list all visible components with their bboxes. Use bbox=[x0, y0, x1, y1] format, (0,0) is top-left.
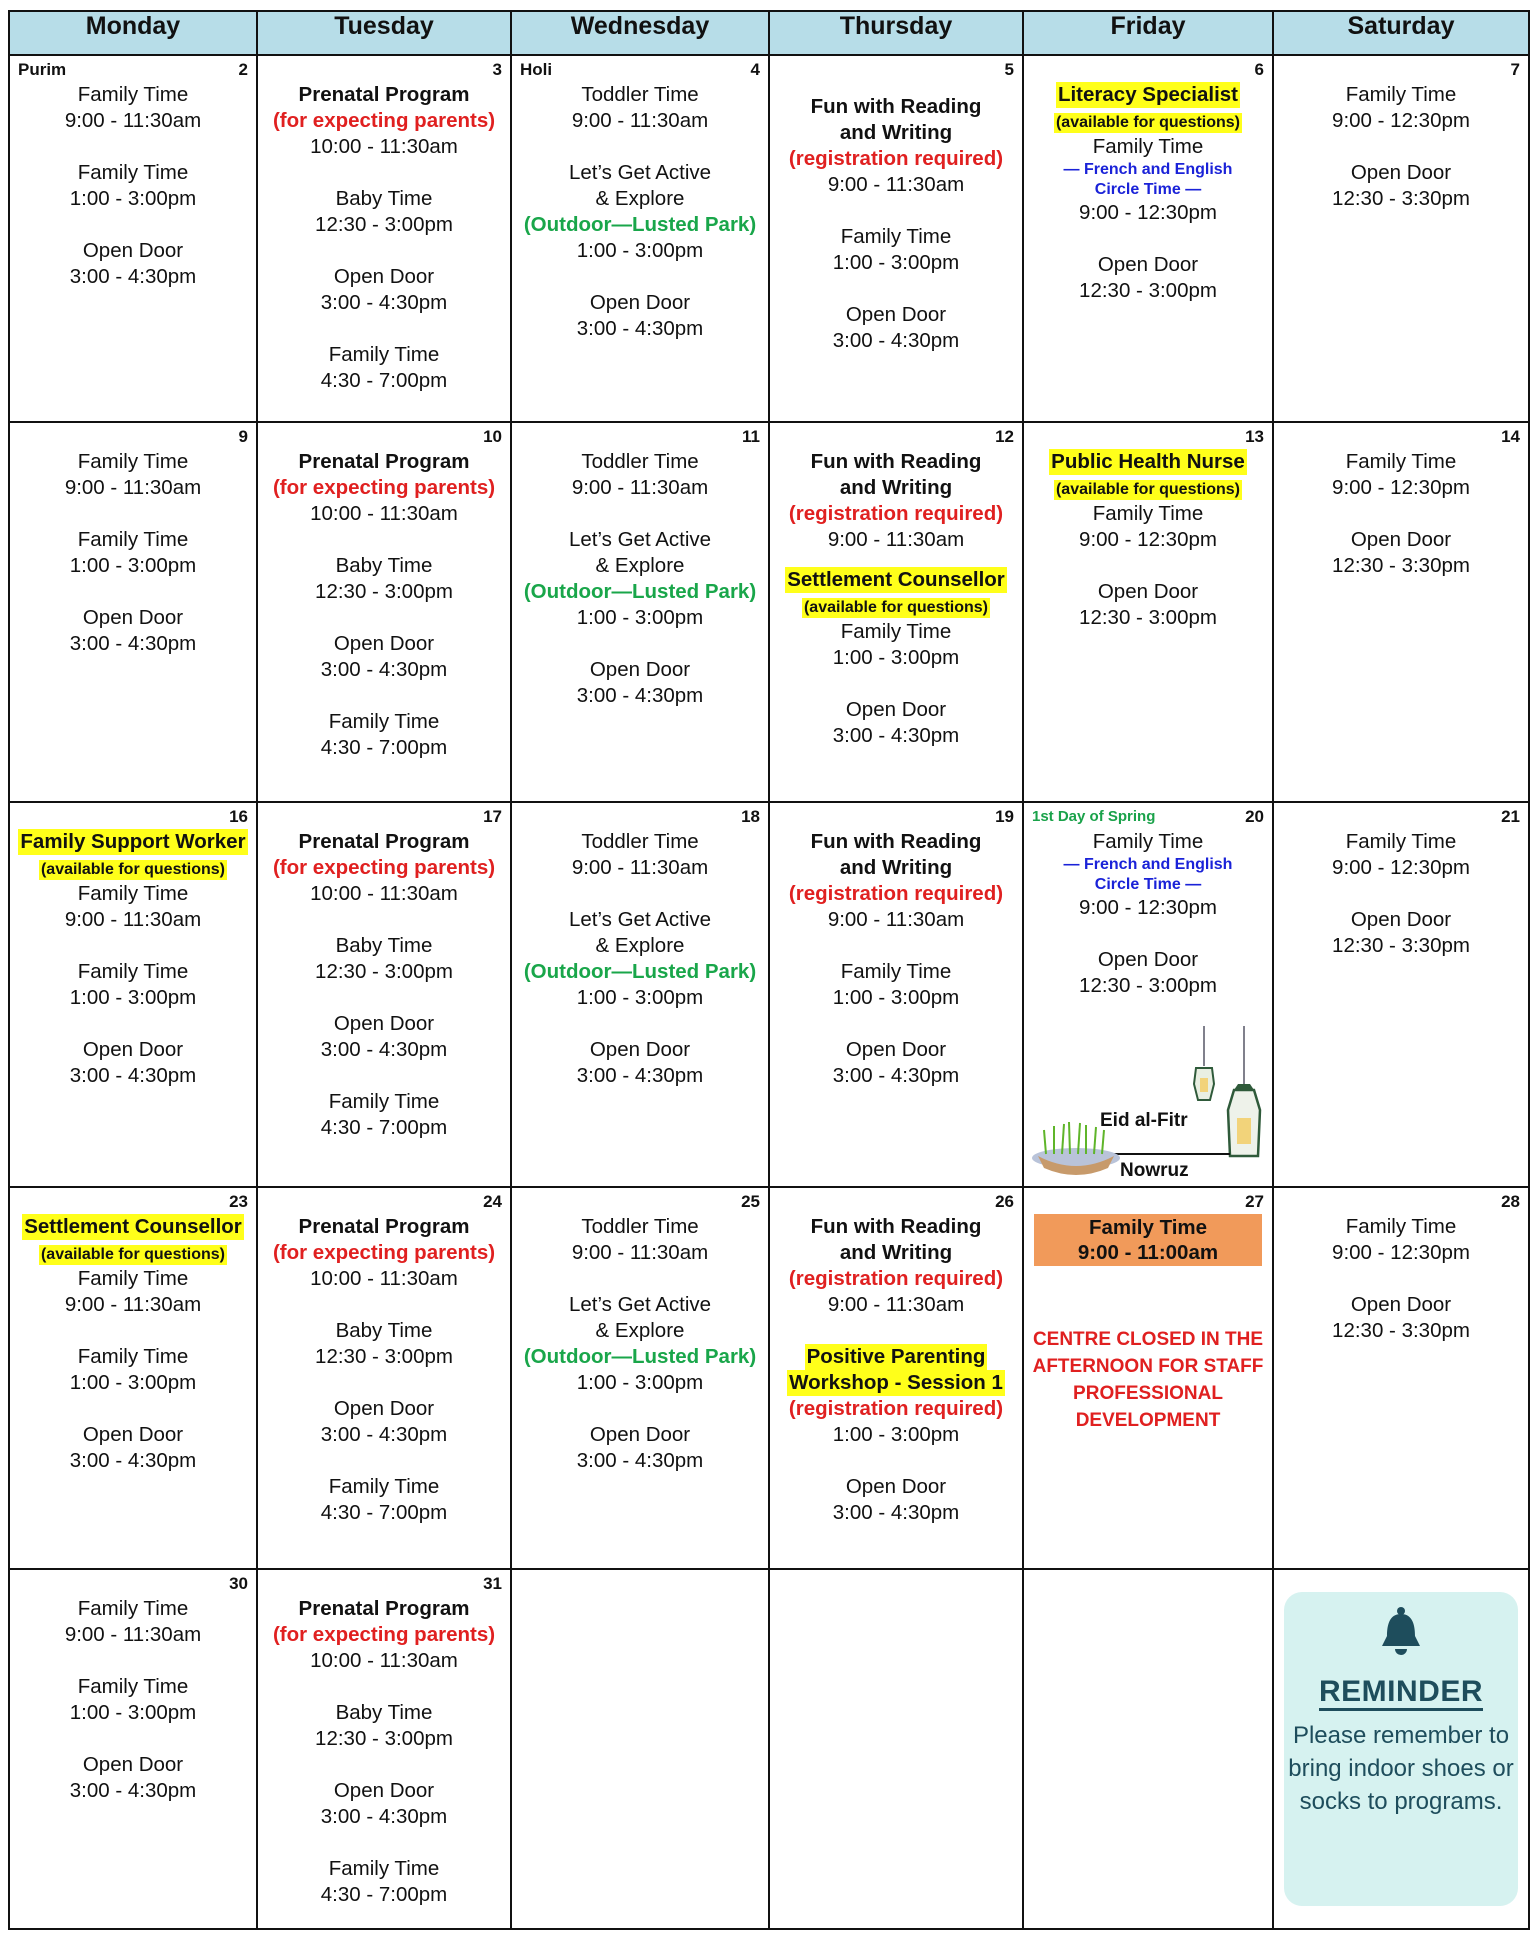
day-cell-30 bbox=[9, 1569, 257, 1929]
event-title: Family Time bbox=[77, 1674, 189, 1698]
event-title: Toddler Time bbox=[581, 1214, 699, 1238]
event-time: 4:30 - 7:00pm bbox=[320, 1882, 448, 1906]
event-time: 3:00 - 4:30pm bbox=[576, 317, 704, 340]
workshop-title: Positive Parenting bbox=[806, 1344, 986, 1368]
day-cell-24 bbox=[257, 1187, 511, 1569]
event-title: Family Time bbox=[77, 161, 189, 184]
date-number: 30 bbox=[229, 1573, 248, 1593]
date-number: 4 bbox=[750, 60, 760, 79]
event-title: Family Time bbox=[1345, 1214, 1457, 1238]
event-title: Prenatal Program bbox=[298, 450, 470, 474]
bell-icon bbox=[1378, 1606, 1424, 1658]
date-number: 5 bbox=[1004, 60, 1014, 79]
event-title: Open Door bbox=[1097, 580, 1199, 604]
event-title: Open Door bbox=[1350, 161, 1452, 184]
event-title: Family Time bbox=[328, 1856, 440, 1880]
nowruz-label: Nowruz bbox=[1120, 1159, 1189, 1181]
event-title: Prenatal Program bbox=[298, 830, 470, 854]
event-title: Open Door bbox=[589, 1038, 691, 1062]
event-time: 3:00 - 4:30pm bbox=[832, 1500, 960, 1524]
event-title: Family Time bbox=[328, 1090, 440, 1114]
event-title: Toddler Time bbox=[581, 450, 699, 474]
header-saturday: Saturday bbox=[1273, 11, 1529, 55]
event-title: and Writing bbox=[839, 856, 953, 880]
eid-label: Eid al-Fitr bbox=[1100, 1109, 1188, 1131]
event-title: Family Time bbox=[77, 1266, 189, 1290]
event-time: 9:00 - 11:30am bbox=[64, 1292, 202, 1316]
event-title: & Explore bbox=[595, 1318, 685, 1342]
event-time: 9:00 - 11:30am bbox=[827, 908, 965, 932]
event-title: Baby Time bbox=[335, 554, 433, 578]
event-title: Open Door bbox=[333, 1012, 435, 1036]
day-cell-7 bbox=[1273, 55, 1529, 422]
day-cell-26 bbox=[769, 1187, 1023, 1569]
weekday-header-row bbox=[9, 11, 1529, 55]
header-wednesday: Wednesday bbox=[511, 11, 769, 55]
date-number: 28 bbox=[1501, 1191, 1520, 1211]
event-time: 12:30 - 3:30pm bbox=[1332, 187, 1470, 210]
holiday-label: Purim bbox=[18, 60, 67, 79]
empty-day-cell bbox=[769, 1569, 1023, 1929]
event-note: (for expecting parents) bbox=[272, 856, 496, 880]
day-cell-28 bbox=[1273, 1187, 1529, 1569]
event-title: Family Time bbox=[77, 528, 189, 552]
event-note: (registration required) bbox=[788, 882, 1004, 906]
event-time: 1:00 - 3:00pm bbox=[69, 986, 197, 1010]
day-cell-4 bbox=[511, 55, 769, 422]
day-cell-21 bbox=[1273, 802, 1529, 1186]
day-cell-9 bbox=[9, 422, 257, 802]
event-title: Prenatal Program bbox=[298, 1596, 470, 1620]
day-cell-20 bbox=[1023, 802, 1273, 1186]
event-time: 12:30 - 3:00pm bbox=[1079, 974, 1217, 998]
day-cell-27 bbox=[1023, 1187, 1273, 1569]
date-number: 10 bbox=[483, 427, 502, 447]
event-time: 12:30 - 3:00pm bbox=[1079, 606, 1217, 630]
date-number: 12 bbox=[995, 427, 1014, 447]
header-monday: Monday bbox=[9, 11, 257, 55]
event-title: Open Door bbox=[1350, 528, 1452, 552]
event-time: 3:00 - 4:30pm bbox=[320, 1804, 448, 1828]
specialist-note: (available for questions) bbox=[40, 1245, 226, 1263]
event-time: 1:00 - 3:00pm bbox=[832, 1422, 960, 1446]
event-time: 4:30 - 7:00pm bbox=[320, 736, 448, 760]
event-location: (Outdoor—Lusted Park) bbox=[523, 960, 757, 984]
day-cell-5 bbox=[769, 55, 1023, 422]
event-title: & Explore bbox=[595, 187, 685, 210]
date-number: 21 bbox=[1501, 807, 1520, 827]
holiday-label: 1st Day of Spring bbox=[1032, 808, 1156, 826]
event-time: 3:00 - 4:30pm bbox=[832, 724, 960, 748]
header-friday: Friday bbox=[1023, 11, 1273, 55]
closure-notice: CENTRE CLOSED IN THE AFTERNOON FOR STAFF PROFESSIONAL DEVELOPMENT bbox=[1032, 1328, 1264, 1431]
event-time: 3:00 - 4:30pm bbox=[69, 1064, 197, 1088]
event-time: 9:00 - 12:30pm bbox=[1332, 109, 1470, 132]
event-note: — French and English bbox=[1063, 161, 1233, 178]
date-number: 27 bbox=[1245, 1191, 1264, 1211]
specialist-note: (available for questions) bbox=[1055, 114, 1241, 131]
day-cell-11 bbox=[511, 422, 769, 802]
date-number: 11 bbox=[742, 427, 760, 447]
specialist-note: (available for questions) bbox=[803, 599, 989, 617]
event-time: 3:00 - 4:30pm bbox=[576, 1448, 704, 1472]
event-time: 1:00 - 3:00pm bbox=[832, 251, 960, 274]
date-number: 7 bbox=[1510, 60, 1520, 79]
day-cell-2 bbox=[9, 55, 257, 422]
event-title: and Writing bbox=[839, 1240, 953, 1264]
event-time: 3:00 - 4:30pm bbox=[576, 1064, 704, 1088]
event-time: 1:00 - 3:00pm bbox=[69, 1370, 197, 1394]
event-time: 3:00 - 4:30pm bbox=[320, 1038, 448, 1062]
event-title: Family Time bbox=[77, 450, 189, 474]
event-time: 1:00 - 3:00pm bbox=[576, 606, 704, 630]
day-cell-18 bbox=[511, 802, 769, 1186]
specialist-label: Family Support Worker bbox=[20, 830, 246, 854]
event-title: Open Door bbox=[82, 606, 184, 630]
week-row bbox=[9, 1569, 1529, 1929]
event-time: 12:30 - 3:00pm bbox=[315, 1344, 453, 1368]
event-note: (for expecting parents) bbox=[272, 109, 496, 132]
event-title: Let’s Get Active bbox=[568, 528, 712, 552]
week-row bbox=[9, 422, 1529, 802]
eid-nowruz-illustration bbox=[1024, 1026, 1272, 1186]
event-title: Open Door bbox=[1097, 253, 1199, 276]
event-time: 9:00 - 11:30am bbox=[571, 856, 709, 880]
event-title: Open Door bbox=[333, 1396, 435, 1420]
event-time: 9:00 - 12:30pm bbox=[1079, 201, 1217, 224]
event-title: Family Time bbox=[840, 960, 952, 984]
event-time: 9:00 - 11:30am bbox=[571, 109, 709, 132]
event-time: 3:00 - 4:30pm bbox=[832, 1064, 960, 1088]
event-time: 12:30 - 3:00pm bbox=[315, 960, 453, 984]
event-title: Open Door bbox=[589, 1422, 691, 1446]
event-title: Family Time bbox=[77, 83, 189, 106]
event-title: Family Time bbox=[1088, 1215, 1208, 1239]
event-time: 1:00 - 3:00pm bbox=[576, 1370, 704, 1394]
event-note: — French and English bbox=[1063, 856, 1233, 874]
event-title: Toddler Time bbox=[581, 830, 699, 854]
day-cell-13 bbox=[1023, 422, 1273, 802]
event-time: 1:00 - 3:00pm bbox=[832, 646, 960, 670]
event-time: 3:00 - 4:30pm bbox=[69, 632, 197, 656]
event-title: Baby Time bbox=[335, 187, 433, 210]
event-note: (for expecting parents) bbox=[272, 1240, 496, 1264]
reminder-card bbox=[1284, 1592, 1518, 1906]
event-title: Open Door bbox=[1097, 948, 1199, 972]
event-time: 9:00 - 12:30pm bbox=[1079, 528, 1217, 552]
family-time-highlight bbox=[1034, 1214, 1262, 1266]
event-title: Family Time bbox=[77, 1344, 189, 1368]
day-cell-12 bbox=[769, 422, 1023, 802]
event-time: 10:00 - 11:30am bbox=[310, 1266, 458, 1290]
event-location: (Outdoor—Lusted Park) bbox=[523, 580, 757, 604]
event-title: & Explore bbox=[595, 934, 685, 958]
event-title: Open Door bbox=[589, 658, 691, 682]
event-title: Family Time bbox=[77, 960, 189, 984]
event-time: 9:00 - 11:30am bbox=[571, 1240, 709, 1264]
event-location: (Outdoor—Lusted Park) bbox=[523, 213, 757, 236]
event-time: 1:00 - 3:00pm bbox=[69, 187, 197, 210]
event-time: 9:00 - 11:30am bbox=[827, 173, 965, 196]
event-time: 9:00 - 12:30pm bbox=[1079, 896, 1217, 920]
day-cell-14 bbox=[1273, 422, 1529, 802]
event-title: Open Door bbox=[1350, 1292, 1452, 1316]
event-time: 9:00 - 11:30am bbox=[64, 1622, 202, 1646]
event-title: and Writing bbox=[839, 121, 953, 144]
event-time: 10:00 - 11:30am bbox=[310, 1648, 458, 1672]
day-cell-31 bbox=[257, 1569, 511, 1929]
event-note: Circle Time — bbox=[1094, 181, 1202, 198]
day-cell-6 bbox=[1023, 55, 1273, 422]
event-note: Circle Time — bbox=[1094, 876, 1202, 894]
event-note: (registration required) bbox=[788, 147, 1004, 170]
date-number: 18 bbox=[741, 807, 760, 827]
event-title: Fun with Reading bbox=[810, 1214, 982, 1238]
event-title: Open Door bbox=[845, 698, 947, 722]
event-time: 4:30 - 7:00pm bbox=[320, 1116, 448, 1140]
event-time: 12:30 - 3:30pm bbox=[1332, 934, 1470, 958]
event-note: (registration required) bbox=[788, 502, 1004, 526]
event-title: Family Time bbox=[328, 343, 440, 366]
event-time: 1:00 - 3:00pm bbox=[69, 1700, 197, 1724]
event-time: 4:30 - 7:00pm bbox=[320, 369, 448, 392]
date-number: 9 bbox=[238, 427, 248, 447]
day-cell-16 bbox=[9, 802, 257, 1186]
event-time: 1:00 - 3:00pm bbox=[832, 986, 960, 1010]
event-time: 12:30 - 3:00pm bbox=[315, 1726, 453, 1750]
event-note: (registration required) bbox=[788, 1266, 1004, 1290]
event-time: 9:00 - 11:30am bbox=[827, 1292, 965, 1316]
date-number: 26 bbox=[995, 1191, 1014, 1211]
event-note: (for expecting parents) bbox=[272, 476, 496, 500]
event-title: Open Door bbox=[333, 632, 435, 656]
event-title: Family Time bbox=[1345, 830, 1457, 854]
event-time: 12:30 - 3:00pm bbox=[1079, 279, 1217, 302]
event-title: Fun with Reading bbox=[810, 450, 982, 474]
event-title: Family Time bbox=[1092, 830, 1204, 854]
event-title: Family Time bbox=[77, 1596, 189, 1620]
event-title: Baby Time bbox=[335, 1700, 433, 1724]
event-time: 3:00 - 4:30pm bbox=[320, 291, 448, 314]
event-time: 10:00 - 11:30am bbox=[310, 882, 458, 906]
event-title: Family Time bbox=[1092, 135, 1204, 158]
day-cell-25 bbox=[511, 1187, 769, 1569]
event-time: 9:00 - 12:30pm bbox=[1332, 476, 1470, 500]
monthly-calendar bbox=[8, 10, 1530, 1930]
specialist-label: Settlement Counsellor bbox=[24, 1214, 242, 1238]
event-title: Open Door bbox=[845, 303, 947, 326]
event-time: 9:00 - 12:30pm bbox=[1332, 1240, 1470, 1264]
event-time: 1:00 - 3:00pm bbox=[576, 986, 704, 1010]
event-time: 3:00 - 4:30pm bbox=[320, 658, 448, 682]
date-number: 23 bbox=[229, 1191, 248, 1211]
specialist-label: Literacy Specialist bbox=[1057, 83, 1239, 106]
event-title: Family Time bbox=[77, 882, 189, 906]
reminder-title: REMINDER bbox=[1319, 1679, 1483, 1711]
event-title: Let’s Get Active bbox=[568, 908, 712, 932]
event-title: Fun with Reading bbox=[810, 830, 982, 854]
event-time: 9:00 - 11:30am bbox=[827, 528, 965, 552]
event-title: Open Door bbox=[82, 239, 184, 262]
event-time: 12:30 - 3:30pm bbox=[1332, 1318, 1470, 1342]
date-number: 19 bbox=[995, 807, 1014, 827]
event-title: Family Time bbox=[1345, 83, 1457, 106]
day-cell-23 bbox=[9, 1187, 257, 1569]
workshop-title: Workshop - Session 1 bbox=[789, 1370, 1003, 1394]
week-row bbox=[9, 802, 1529, 1186]
event-time: 12:30 - 3:30pm bbox=[1332, 554, 1470, 578]
empty-day-cell bbox=[1023, 1569, 1273, 1929]
reminder-cell bbox=[1273, 1569, 1529, 1929]
event-time: 9:00 - 12:30pm bbox=[1332, 856, 1470, 880]
event-time: 3:00 - 4:30pm bbox=[69, 1778, 197, 1802]
date-number: 31 bbox=[483, 1573, 502, 1593]
event-note: (registration required) bbox=[788, 1396, 1004, 1420]
event-title: Open Door bbox=[589, 291, 691, 314]
event-title: Baby Time bbox=[335, 934, 433, 958]
event-title: Family Time bbox=[1092, 502, 1204, 526]
day-cell-3 bbox=[257, 55, 511, 422]
event-time: 4:30 - 7:00pm bbox=[320, 1500, 448, 1524]
event-title: Open Door bbox=[1350, 908, 1452, 932]
event-title: Open Door bbox=[82, 1752, 184, 1776]
date-number: 2 bbox=[238, 60, 248, 79]
event-time: 1:00 - 3:00pm bbox=[69, 554, 197, 578]
event-time: 10:00 - 11:30am bbox=[310, 502, 458, 526]
week-row bbox=[9, 1187, 1529, 1569]
specialist-note: (available for questions) bbox=[1055, 481, 1241, 499]
day-cell-17 bbox=[257, 802, 511, 1186]
event-time: 9:00 - 11:30am bbox=[64, 109, 202, 132]
date-number: 3 bbox=[492, 60, 502, 79]
event-title: Family Time bbox=[840, 225, 952, 248]
event-time: 3:00 - 4:30pm bbox=[69, 1448, 197, 1472]
event-time: 3:00 - 4:30pm bbox=[576, 684, 704, 708]
event-time: 3:00 - 4:30pm bbox=[69, 265, 197, 288]
event-title: Baby Time bbox=[335, 1318, 433, 1342]
event-time: 9:00 - 11:30am bbox=[64, 476, 202, 500]
event-title: Family Time bbox=[328, 1474, 440, 1498]
event-title: Fun with Reading bbox=[810, 95, 982, 118]
event-title: Family Time bbox=[840, 620, 952, 644]
event-time: 9:00 - 11:30am bbox=[571, 476, 709, 500]
event-time: 12:30 - 3:00pm bbox=[315, 580, 453, 604]
event-title: Family Time bbox=[1345, 450, 1457, 474]
event-title: and Writing bbox=[839, 476, 953, 500]
event-title: Open Door bbox=[82, 1422, 184, 1446]
specialist-note: (available for questions) bbox=[40, 861, 226, 879]
day-cell-19 bbox=[769, 802, 1023, 1186]
week-row bbox=[9, 55, 1529, 422]
day-cell-10 bbox=[257, 422, 511, 802]
empty-day-cell bbox=[511, 1569, 769, 1929]
event-title: & Explore bbox=[595, 554, 685, 578]
event-time: 3:00 - 4:30pm bbox=[320, 1422, 448, 1446]
specialist-label: Settlement Counsellor bbox=[787, 568, 1005, 592]
event-title: Open Door bbox=[845, 1038, 947, 1062]
date-number: 6 bbox=[1254, 60, 1264, 79]
header-thursday: Thursday bbox=[769, 11, 1023, 55]
event-title: Toddler Time bbox=[581, 83, 699, 106]
event-time: 3:00 - 4:30pm bbox=[832, 329, 960, 352]
event-title: Open Door bbox=[845, 1474, 947, 1498]
event-title: Let’s Get Active bbox=[568, 161, 712, 184]
event-time: 12:30 - 3:00pm bbox=[315, 213, 453, 236]
event-title: Open Door bbox=[333, 1778, 435, 1802]
date-number: 14 bbox=[1501, 427, 1520, 447]
event-title: Let’s Get Active bbox=[568, 1292, 712, 1316]
event-location: (Outdoor—Lusted Park) bbox=[523, 1344, 757, 1368]
date-number: 25 bbox=[741, 1191, 760, 1211]
event-time: 9:00 - 11:30am bbox=[64, 908, 202, 932]
reminder-text: Please remember to bring indoor shoes or socks to programs. bbox=[1288, 1721, 1514, 1815]
event-title: Open Door bbox=[333, 265, 435, 288]
date-number: 13 bbox=[1245, 427, 1264, 447]
event-time: 9:00 - 11:00am bbox=[1077, 1240, 1219, 1264]
date-number: 17 bbox=[483, 807, 502, 827]
holiday-label: Holi bbox=[520, 60, 553, 79]
event-title: Prenatal Program bbox=[298, 1214, 470, 1238]
event-note: (for expecting parents) bbox=[272, 1622, 496, 1646]
event-title: Prenatal Program bbox=[298, 83, 470, 106]
date-number: 20 bbox=[1245, 807, 1264, 827]
event-title: Family Time bbox=[328, 710, 440, 734]
date-number: 24 bbox=[483, 1191, 502, 1211]
event-title: Open Door bbox=[82, 1038, 184, 1062]
event-time: 1:00 - 3:00pm bbox=[576, 239, 704, 262]
event-time: 10:00 - 11:30am bbox=[310, 135, 458, 158]
header-tuesday: Tuesday bbox=[257, 11, 511, 55]
date-number: 16 bbox=[229, 807, 248, 827]
specialist-label: Public Health Nurse bbox=[1051, 450, 1245, 474]
